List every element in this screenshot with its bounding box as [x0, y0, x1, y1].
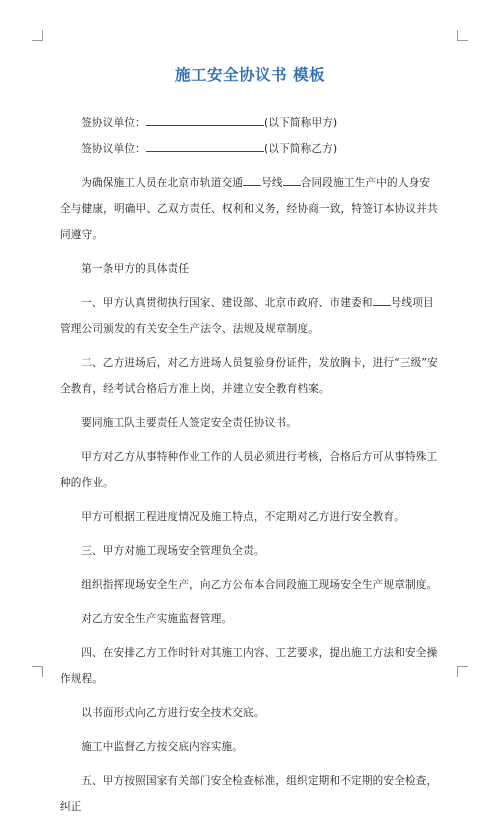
party-b-suffix: (以下简称乙方) — [263, 143, 338, 155]
party-b-blank[interactable] — [146, 141, 264, 152]
body-paragraph: 四、在安排乙方工作时针对其施工内容、工艺要求，提出施工方法和安全操作规程。 — [60, 647, 438, 685]
intro-paragraph — [60, 170, 440, 248]
party-a-label: 签协议单位： — [81, 117, 146, 129]
body-paragraph: 五、甲方按照国家有关部门安全检查标准，组织定期和不定期的安全检查，纠正 — [60, 775, 438, 813]
body-paragraph: 施工中监督乙方按交底内容实施。 — [81, 741, 244, 753]
document-title: 施工安全协议书 模板 — [175, 66, 325, 84]
party-a-signature-line — [60, 110, 440, 136]
line-number-blank[interactable] — [243, 175, 261, 186]
body-paragraph: 以书面形式向乙方进行安全技术交底。 — [81, 707, 265, 719]
page-corner-mark-top-right — [457, 30, 468, 41]
body-paragraph: 对乙方安全生产实施监督管理。 — [81, 613, 233, 625]
body-paragraph: 要同施工队主要责任人签定安全责任协议书。 — [81, 417, 298, 429]
document-page — [60, 66, 440, 828]
page-corner-mark-bottom-left — [32, 666, 43, 677]
body-paragraph: 组织指挥现场安全生产，向乙方公布本合同段施工现场安全生产规章制度。 — [81, 579, 438, 591]
body-paragraph: 二、乙方进场后，对乙方进场人员复验身份证件，发放胸卡，进行“三级”安全教育，经考试合格后方准上岗，并建立安全教育档案。 — [60, 357, 438, 395]
page-corner-mark-top-left — [32, 30, 43, 41]
intro-text-2: 号线 — [261, 177, 283, 189]
body-paragraph: 甲方可根据工程进度情况及施工特点，不定期对乙方进行安全教育。 — [81, 511, 405, 523]
article-1-heading: 第一条甲方的具体责任 — [81, 263, 190, 275]
party-b-label: 签协议单位： — [81, 143, 146, 155]
item-1-paragraph — [60, 290, 440, 342]
body-paragraph: 甲方对乙方从事特种作业工作的人员必须进行考核，合格后方可从事特殊工种的作业。 — [60, 451, 438, 489]
party-a-blank[interactable] — [146, 115, 264, 126]
page-corner-mark-bottom-right — [457, 666, 468, 677]
item-1-text-2: 号线项目管理公司颁发的有关安全生产法令、法规及规章制度。 — [60, 297, 434, 335]
item-1-text-1: 一、甲方认真贯彻执行国家、建设部、北京市政府、市建委和 — [81, 297, 373, 309]
item-1-line-blank[interactable] — [373, 295, 391, 306]
intro-text-1: 为确保施工人员在北京市轨道交通 — [81, 177, 244, 189]
intro-text-3: 合同段施工生产中的人身安全与健康，明确甲、乙双方责任、权利和义务，经协商一致，特签订本协议并共同遵守。 — [60, 177, 438, 241]
party-a-suffix: (以下简称甲方) — [263, 117, 338, 129]
body-paragraph: 三、甲方对施工现场安全管理负全责。 — [81, 545, 265, 557]
section-number-blank[interactable] — [283, 175, 301, 186]
party-b-signature-line — [60, 136, 440, 162]
